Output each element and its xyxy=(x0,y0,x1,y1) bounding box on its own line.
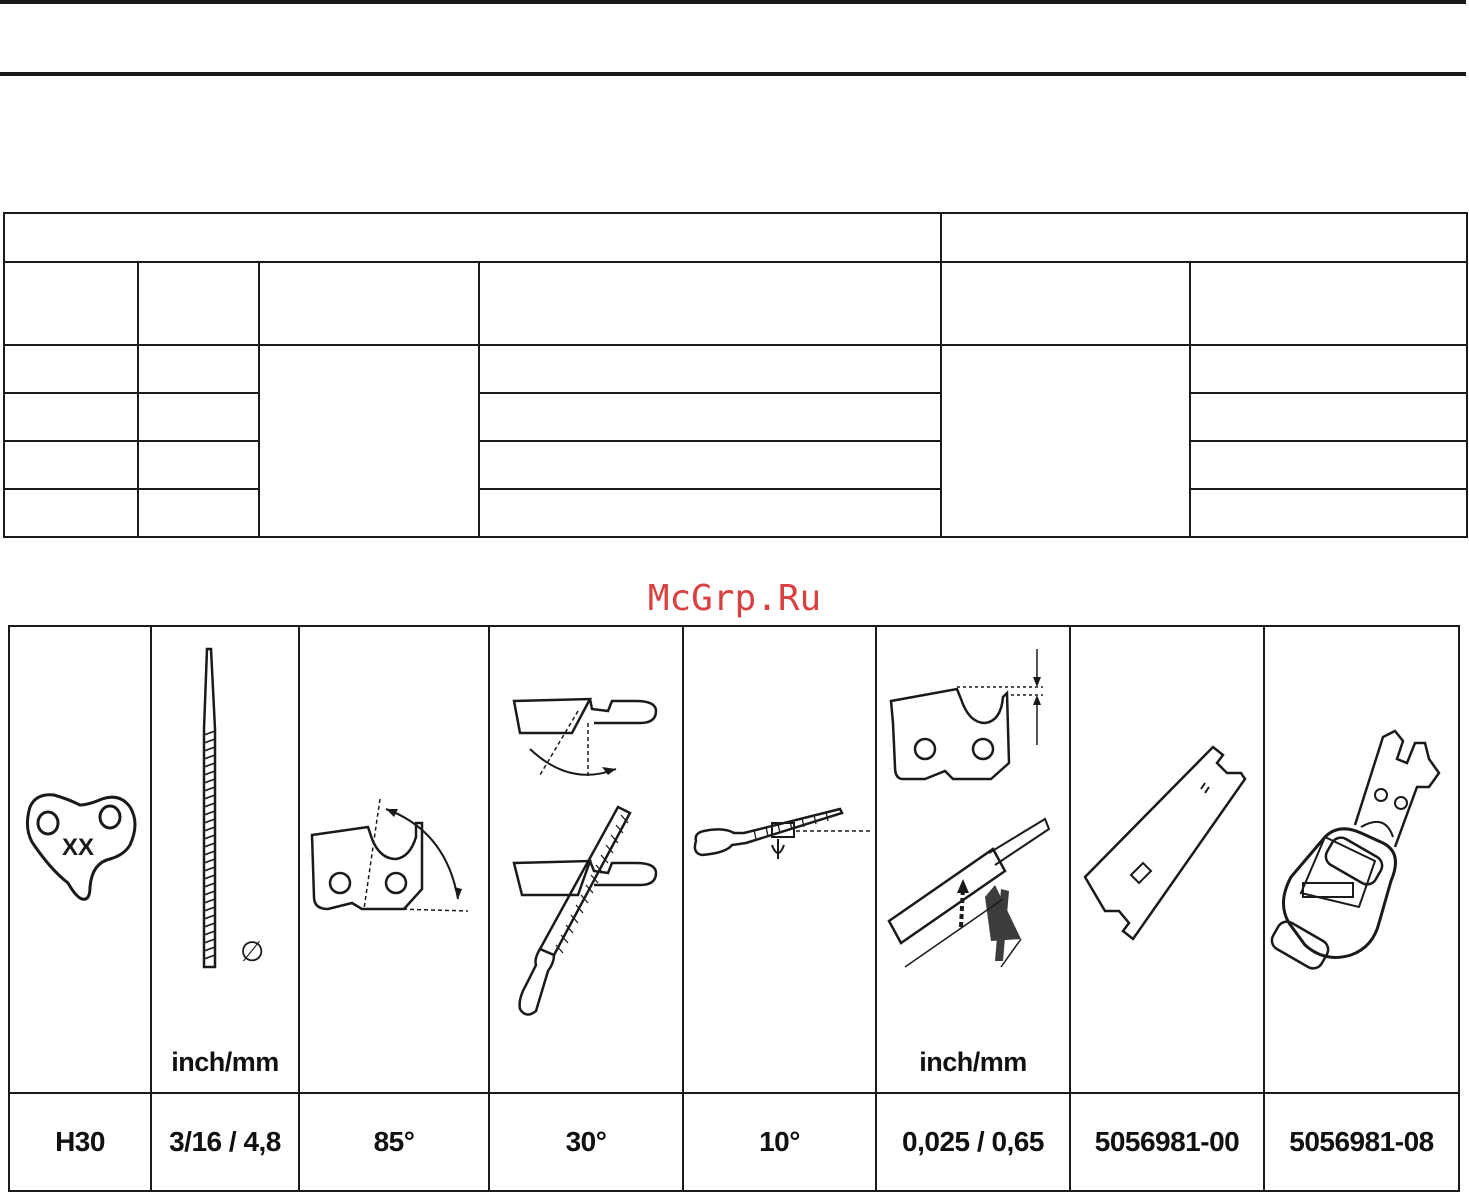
depth-gauge-unit: inch/mm xyxy=(919,1047,1027,1077)
spec-cell xyxy=(1190,441,1467,489)
top-rule xyxy=(0,0,1466,4)
spec-col-header xyxy=(138,262,259,345)
spec-group-header-left xyxy=(4,213,941,262)
spec-cell xyxy=(138,393,259,441)
spec-col-header xyxy=(259,262,479,345)
value-depth-gauge-tool: 5056981-00 xyxy=(1070,1093,1264,1191)
depth-gauge-tool-cell xyxy=(1070,626,1264,1093)
watermark: McGrp.Ru xyxy=(647,578,822,619)
top-plate-angle-cell xyxy=(299,626,489,1093)
depth-gauge-icon xyxy=(877,627,1071,1092)
file-holder-cell xyxy=(1264,626,1459,1093)
spec-cell-merged xyxy=(941,345,1190,537)
spec-group-header-right xyxy=(941,213,1467,262)
cutter-marking-icon xyxy=(10,627,152,1092)
file-tilt-angle-cell xyxy=(683,626,876,1093)
spec-cell xyxy=(138,441,259,489)
diameter-symbol: ∅ xyxy=(240,935,265,968)
depth-gauge-cell xyxy=(876,626,1070,1093)
top-plate-angle-icon xyxy=(300,627,490,1092)
value-chain-type: H30 xyxy=(9,1093,151,1191)
spec-cell xyxy=(138,489,259,537)
value-file-holder: 5056981-08 xyxy=(1264,1093,1459,1191)
value-file-tilt-angle: 10° xyxy=(683,1093,876,1191)
value-sharpening-angle: 30° xyxy=(489,1093,683,1191)
value-depth-gauge-setting: 0,025 / 0,65 xyxy=(876,1093,1070,1191)
spec-cell xyxy=(479,345,941,393)
cutter-label: XX xyxy=(61,834,95,861)
value-top-plate-angle: 85° xyxy=(299,1093,489,1191)
spec-cell xyxy=(4,441,138,489)
spec-cell xyxy=(1190,489,1467,537)
sharpening-table xyxy=(8,625,1460,1192)
spec-cell xyxy=(4,393,138,441)
spec-col-header xyxy=(1190,262,1467,345)
header-rule xyxy=(0,72,1466,76)
sharpening-angle-cell xyxy=(489,626,683,1093)
file-tilt-icon xyxy=(684,627,877,1092)
spec-cell xyxy=(479,489,941,537)
spec-cell xyxy=(1190,345,1467,393)
spec-cell-merged xyxy=(259,345,479,537)
sharpening-angle-icon xyxy=(490,627,684,1092)
round-file-icon xyxy=(152,627,300,1092)
spec-cell xyxy=(479,393,941,441)
spec-cell xyxy=(4,345,138,393)
file-holder-icon xyxy=(1265,627,1460,1092)
file-diameter-unit: inch/mm xyxy=(171,1047,279,1077)
file-diameter-cell xyxy=(151,626,299,1093)
spec-table xyxy=(3,212,1468,538)
spec-cell xyxy=(479,441,941,489)
value-file-diameter: 3/16 / 4,8 xyxy=(151,1093,299,1191)
spec-cell xyxy=(138,345,259,393)
spec-col-header xyxy=(4,262,138,345)
spec-cell xyxy=(1190,393,1467,441)
spec-col-header xyxy=(941,262,1190,345)
depth-gauge-tool-icon xyxy=(1071,627,1265,1092)
cutter-marking-cell xyxy=(9,626,151,1093)
spec-cell xyxy=(4,489,138,537)
spec-col-header xyxy=(479,262,941,345)
